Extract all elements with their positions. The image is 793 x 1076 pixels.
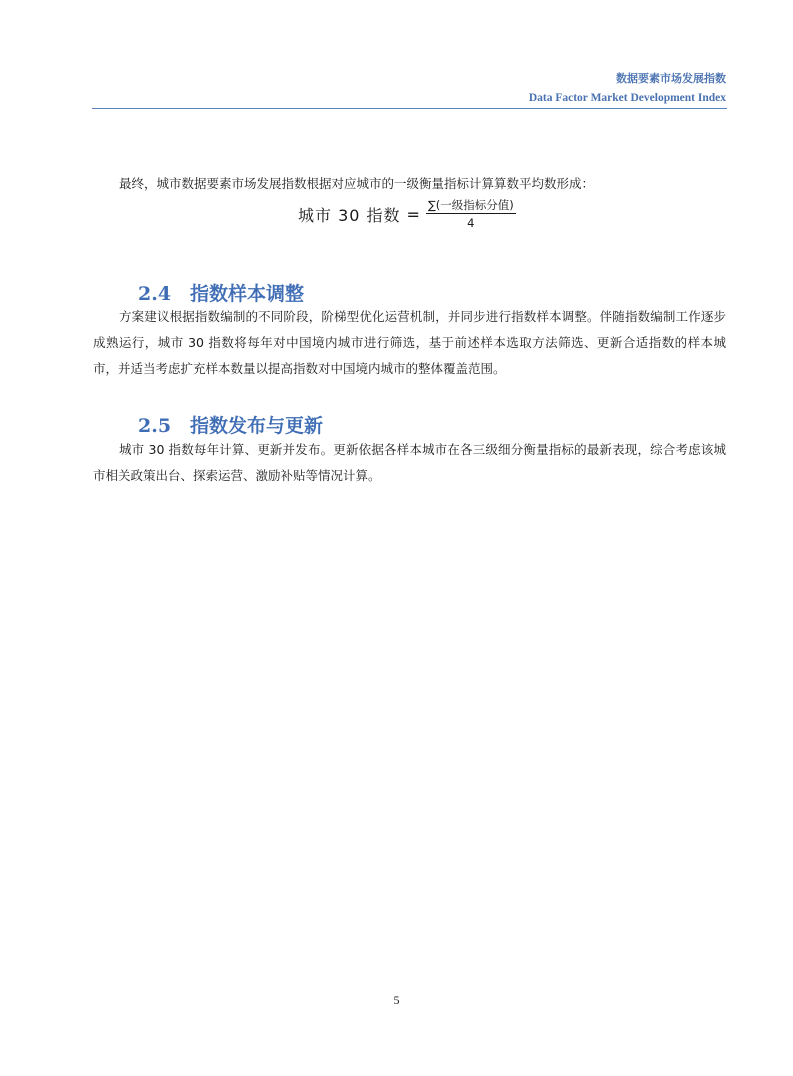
page-number: 5	[393, 993, 400, 1007]
running-header-cn: 数据要素市场发展指数	[616, 72, 726, 85]
section-number: 2.4	[138, 283, 172, 305]
header-divider	[92, 108, 727, 109]
formula-fraction	[426, 198, 516, 231]
section-title: 指数发布与更新	[190, 415, 324, 437]
intro-paragraph: 最终，城市数据要素市场发展指数根据对应城市的一级衡量指标计算算数平均数形成：	[119, 176, 595, 191]
formula-equals: =	[406, 205, 420, 224]
index-formula	[298, 198, 516, 231]
section-heading-2-5	[138, 411, 323, 438]
section-body-2-4: 方案建议根据指数编制的不同阶段，阶梯型优化运营机制，并同步进行指数样本调整。伴随指数编制工作逐步成熟运行，城市 30 指数将每年对中国境内城市进行筛选，基于前述样本选取方法筛选、更新合适指数的样本城市，并适当考虑扩充样本数量以提高指数对中国境内城市的整体覆盖范围。	[93, 309, 726, 376]
running-header-en: Data Factor Market Development Index	[528, 92, 726, 104]
formula-denominator: 4	[467, 216, 475, 230]
formula-numerator: ∑(一级指标分值)	[427, 198, 514, 212]
formula-lhs: 城市 30 指数	[298, 206, 401, 225]
section-title: 指数样本调整	[190, 283, 305, 305]
section-body-2-5: 城市 30 指数每年计算、更新并发布。更新依据各样本城市在各三级细分衡量指标的最新表现，综合考虑该城市相关政策出台、探索运营、激励补贴等情况计算。	[93, 442, 726, 483]
section-number: 2.5	[138, 415, 172, 437]
section-heading-2-4	[138, 279, 304, 306]
